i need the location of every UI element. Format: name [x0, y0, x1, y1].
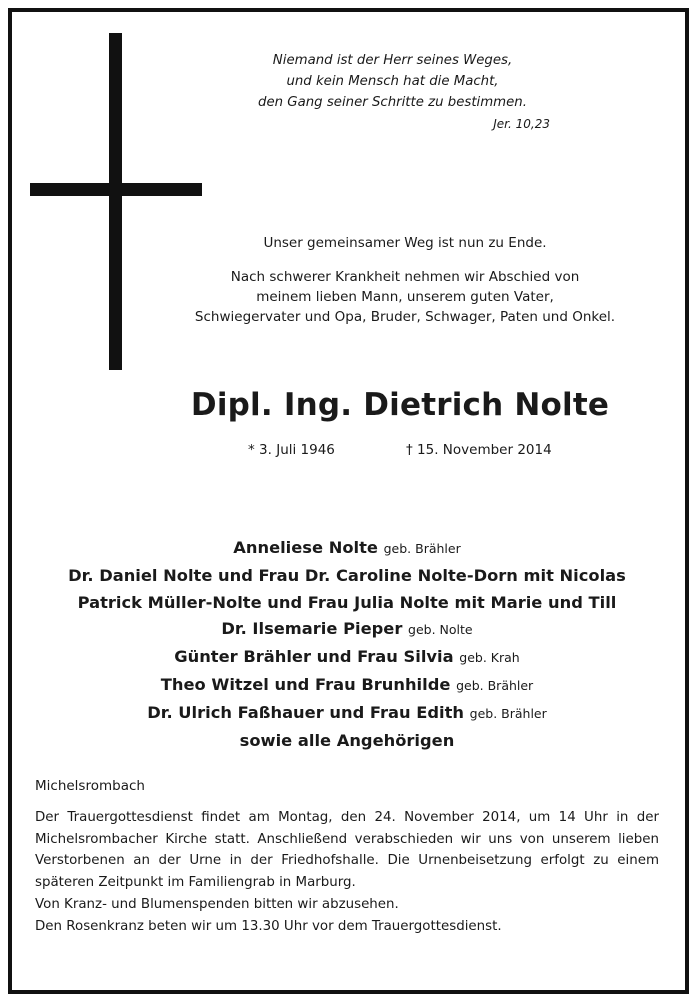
family-name: Patrick Müller-Nolte und Frau Julia Nolte mit Marie und Till	[77, 592, 617, 612]
family-line	[18, 535, 676, 563]
bible-quote	[240, 50, 545, 113]
quote-reference: Jer. 10,23	[493, 117, 550, 131]
intro-line: Schwiegervater und Opa, Bruder, Schwager, Paten und Onkel.	[194, 309, 616, 325]
cross-horizontal-bar	[30, 183, 202, 196]
family-note: geb. Nolte	[408, 622, 473, 638]
family-note: geb. Krah	[459, 650, 520, 666]
intro-text	[170, 233, 640, 327]
deceased-name: Dipl. Ing. Dietrich Nolte	[190, 387, 610, 423]
family-line	[18, 672, 676, 700]
family-line	[18, 616, 676, 644]
family-line	[18, 700, 676, 728]
family-name: Dr. Ilsemarie Pieper	[221, 619, 403, 639]
quote-line: Niemand ist der Herr seines Weges,	[272, 53, 513, 68]
place-name: Michelsrombach	[35, 778, 145, 794]
family-line	[18, 590, 676, 617]
family-name: sowie alle Angehörigen	[239, 730, 455, 750]
family-name: Dr. Ulrich Faßhauer und Frau Edith	[147, 702, 464, 722]
death-date: † 15. November 2014	[406, 442, 552, 458]
family-line	[18, 563, 676, 590]
family-name: Dr. Daniel Nolte und Frau Dr. Caroline Nolte-Dorn mit Nicolas	[68, 565, 626, 585]
service-paragraph-1: Der Trauergottesdienst findet am Montag, den 24. November 2014, um 14 Uhr in der Michelsrombacher Kirche statt. Anschließend verabschieden wir uns von unserem lieben Verstorbenen an der Urne in der Friedhofshalle. Die Urnenbeisetzung erfolgt zu einem späteren Zeitpunkt im Familiengrab in Marburg.	[35, 810, 659, 891]
family-name: Günter Brähler und Frau Silvia	[174, 647, 454, 667]
intro-line: meinem lieben Mann, unserem guten Vater,	[256, 289, 554, 305]
family-note: geb. Brähler	[456, 677, 534, 693]
birth-date: * 3. Juli 1946	[248, 442, 335, 458]
family-note: geb. Brähler	[383, 541, 461, 556]
family-name: Theo Witzel und Frau Brunhilde	[160, 674, 451, 694]
service-details	[35, 807, 659, 937]
family-name: Anneliese Nolte	[233, 538, 378, 557]
family-note: geb. Brähler	[469, 705, 547, 721]
family-line	[18, 728, 676, 755]
service-paragraph-2: Von Kranz- und Blumenspenden bitten wir abzusehen.	[35, 896, 399, 912]
intro-line: Nach schwerer Krankheit nehmen wir Abschied von	[230, 269, 580, 285]
family-list	[18, 535, 676, 754]
quote-line: und kein Mensch hat die Macht,	[286, 74, 499, 89]
intro-paragraph-1: Unser gemeinsamer Weg ist nun zu Ende.	[263, 235, 547, 251]
family-line	[18, 644, 676, 672]
quote-line: den Gang seiner Schritte zu bestimmen.	[258, 95, 527, 110]
service-paragraph-3: Den Rosenkranz beten wir um 13.30 Uhr vor dem Trauergottesdienst.	[35, 918, 502, 934]
cross-vertical-bar	[109, 33, 122, 370]
